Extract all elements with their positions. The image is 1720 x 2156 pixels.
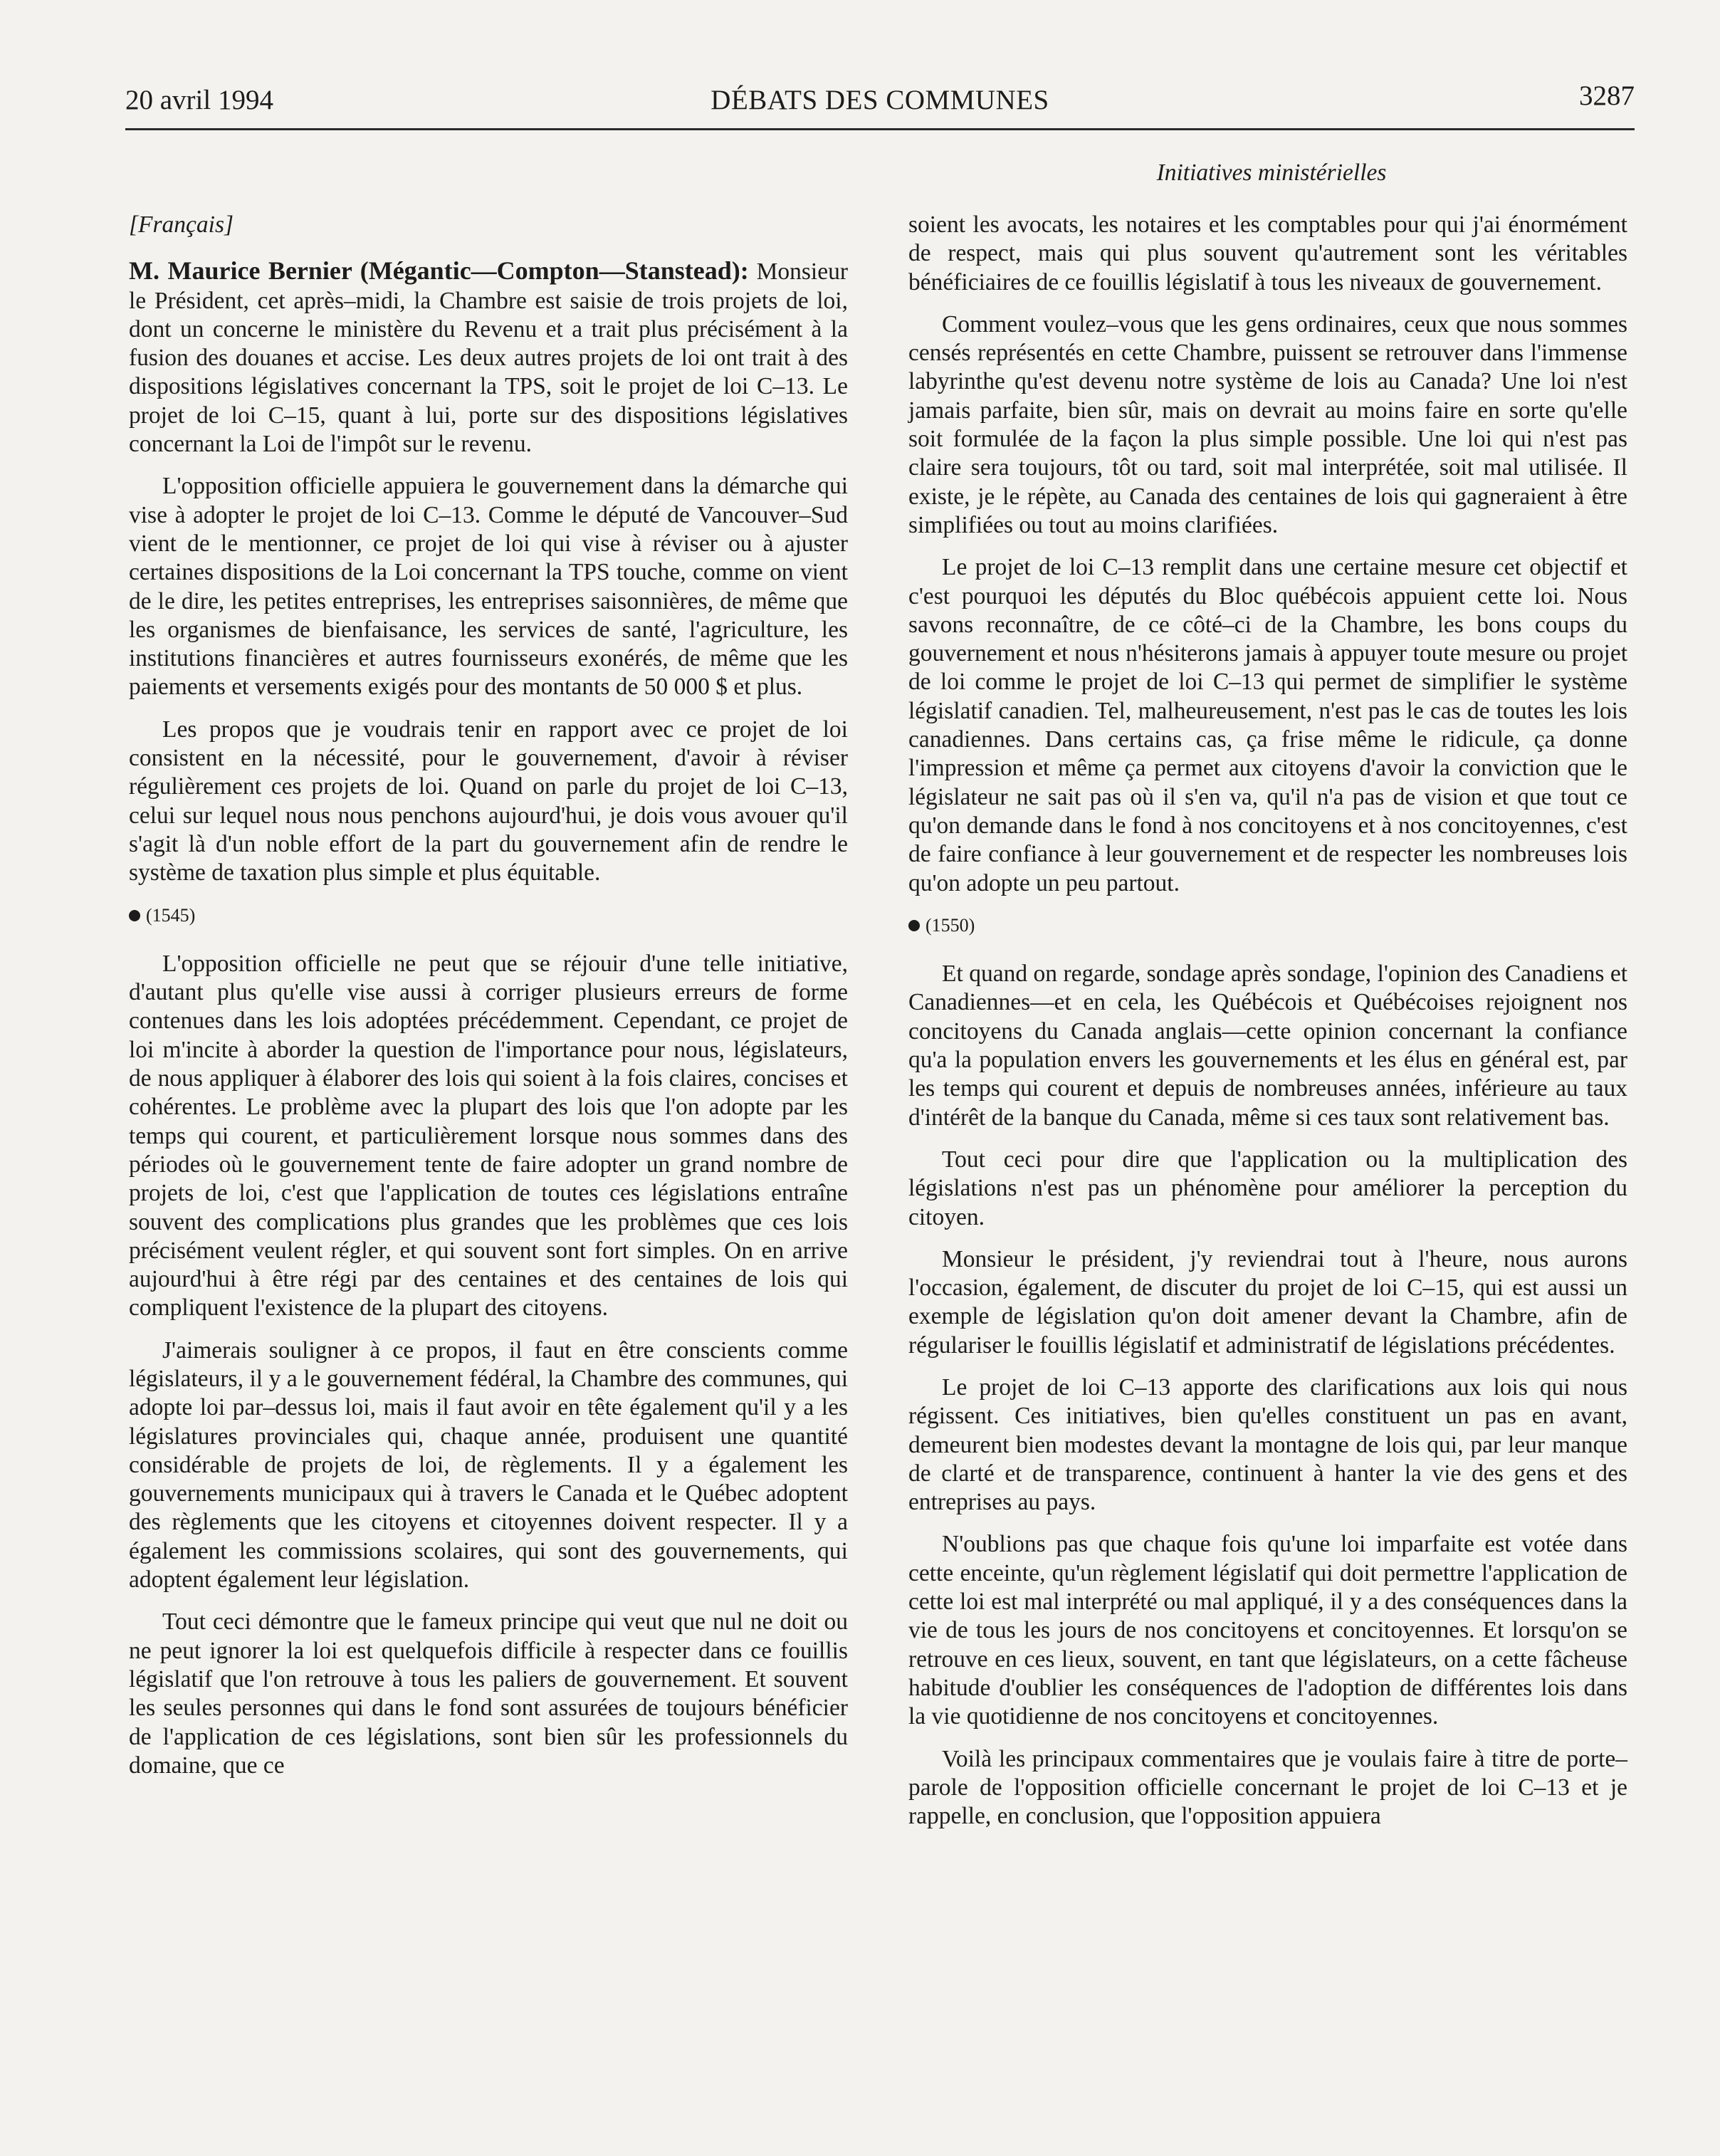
timestamp	[908, 911, 1627, 940]
paragraph: L'opposition officielle ne peut que se réjouir d'une telle initiative, d'autant plus qu'elle vise aussi à corriger plusieurs erreurs de forme contenues dans les lois adoptées précédemment. Cependant, ce projet de loi m'incite à aborder la question de l'importance pour nous, législateurs, de nous appliquer à élaborer des lois qui soient à la fois claires, concises et cohérentes. Le problème avec la plupart des lois que l'on adopte par les temps qui courent, et particulièrement lorsque nous sommes dans des périodes où le gouvernement tente de faire adopter un grand nombre de projets de loi, c'est que l'application de toutes ces législations entraîne souvent des complications plus grandes que les problèmes que ces lois précisément veulent régler, et qui souvent sont fort simples. On en arrive aujourd'hui à être régi par des centaines et des centaines de lois qui compliquent l'existence de la plupart des citoyens.	[129, 950, 848, 1322]
paragraph: Tout ceci démontre que le fameux principe qui veut que nul ne doit ou ne peut ignorer la loi est quelquefois difficile à respecter dans ce fouillis législatif que l'on retrouve à tous les paliers de gouvernement. Et souvent les seules personnes qui dans le fond sont assurées de toujours bénéficier de l'application de ces législations, sont bien sûr les professionnels du domaine, que ce	[129, 1608, 848, 1779]
bullet-icon	[908, 920, 920, 931]
paragraph	[129, 256, 848, 459]
timestamp-text: (1545)	[146, 904, 196, 926]
paragraph: Monsieur le président, j'y reviendrai tout à l'heure, nous aurons l'occasion, également, de discuter du projet de loi C–15, qui est aussi un exemple de législation qu'on doit amener devant la Chambre, afin de régulariser le fouillis législatif et administratif de législations précédentes.	[908, 1245, 1627, 1359]
section-title: Initiatives ministérielles	[1156, 159, 1387, 186]
paragraph: Et quand on regarde, sondage après sondage, l'opinion des Canadiens et Canadiennes—et en cela, les Québécois et Québécoises rejoignent nos concitoyens du Canada anglais—cette opinion concernant la confiance qu'a la population envers les gouvernements et les élus en général est, par les temps qui courent et depuis de nombreuses années, inférieure au taux d'intérêt de la banque du Canada, même si ces taux sont relativement bas.	[908, 961, 1627, 1131]
header-date: 20 avril 1994	[125, 85, 273, 115]
page-header	[125, 80, 1635, 130]
speaker-name: M. Maurice Bernier (Mégantic—Compton—Stanstead):	[129, 256, 749, 286]
header-title: DÉBATS DES COMMUNES	[710, 85, 1049, 115]
paragraph: Tout ceci pour dire que l'application ou la multiplication des législations n'est pas un phénomène pour améliorer la perception du citoyen.	[908, 1146, 1627, 1230]
paragraph-text: Monsieur le Président, cet après–midi, la Chambre est saisie de trois projets de loi, dont un concerne le ministère du Revenu et a trait plus précisément à la fusion des douanes et accise. Les deux autres projets de loi ont trait à des dispositions législatives concernant la TPS, soit le projet de loi C–13. Le projet de loi C–15, quant à lui, porte sur des dispositions législatives concernant la Loi de l'impôt sur le revenu.	[129, 258, 848, 458]
paragraph: Les propos que je voudrais tenir en rapport avec ce projet de loi consistent en la nécessité, pour le gouvernement, d'avoir à réviser régulièrement ces projets de loi. Quand on parle du projet de loi C–13, celui sur lequel nous nous penchons aujourd'hui, je dois vous avouer qu'il s'agit là d'un noble effort de la part du gouvernement afin de rendre le système de taxation plus simple et plus équitable.	[129, 716, 848, 886]
left-column	[129, 211, 848, 1794]
paragraph: Voilà les principaux commentaires que je voulais faire à titre de porte–parole de l'opposition officielle concernant le projet de loi C–13 et je rappelle, en conclusion, que l'opposition appuiera	[908, 1745, 1627, 1830]
page-number: 3287	[1579, 80, 1635, 111]
paragraph: L'opposition officielle appuiera le gouvernement dans la démarche qui vise à adopter le projet de loi C–13. Comme le député de Vancouver–Sud vient de le mentionner, ce projet de loi qui vise à réviser ou à ajuster certaines dispositions de la Loi concernant la TPS touche, comme on vient de le dire, les petites entreprises, les entreprises saisonnières, de même que les organismes de bienfaisance, les services de santé, l'agriculture, les institutions financières et autres fournisseurs exonérés, de même que les paiements et versements exigés pour des montants de 50 000 $ et plus.	[129, 473, 848, 701]
paragraph: J'aimerais souligner à ce propos, il faut en être conscients comme législateurs, il y a le gouvernement fédéral, la Chambre des communes, qui adopte loi par–dessus loi, mais il faut avoir en tête également qu'il y a les législatures provinciales qui, chaque année, produisent une quantité considérable de projets de loi, de règlements. Il y a également les gouvernements municipaux qui à travers le Canada et le Québec adoptent des règlements que les citoyens et citoyennes doivent respecter. Il y a également les commissions scolaires, qui sont des gouvernements, qui adoptent également leur législation.	[129, 1336, 848, 1594]
paragraph: N'oublions pas que chaque fois qu'une loi imparfaite est votée dans cette enceinte, qu'un règlement législatif qui doit permettre l'application de cette loi est mal interprété ou mal appliqué, il y a des conséquences dans la vie de tous les jours de nos concitoyens et concitoyennes. Et lorsqu'on se retrouve en ces lieux, souvent, en tant que législateurs, on a cette fâcheuse habitude d'oublier les conséquences de l'adoption de différentes lois dans la vie quotidienne de nos concitoyens et concitoyennes.	[908, 1531, 1627, 1730]
timestamp-text: (1550)	[925, 914, 975, 936]
paragraph: Comment voulez–vous que les gens ordinaires, ceux que nous sommes censés représentés en cette Chambre, puissent se retrouver dans l'immense labyrinthe qu'est devenu notre système de lois au Canada? Une loi n'est jamais parfaite, bien sûr, mais on devrait au moins faire en sorte qu'elle soit formulée de la façon la plus simple possible. Une loi qui n'est pas claire sera toujours, tôt ou tard, soit mal interprétée, soit mal utilisée. Il existe, je le répète, au Canada des centaines de lois qui gagneraient à être simplifiées ou tout au moins clarifiées.	[908, 310, 1627, 538]
language-note: [Français]	[129, 211, 234, 238]
bullet-icon	[129, 910, 140, 921]
right-column	[908, 211, 1627, 1844]
paragraph: Le projet de loi C–13 remplit dans une certaine mesure cet objectif et c'est pourquoi les députés du Bloc québécois appuient cette loi. Nous savons reconnaître, de ce côté–ci de la Chambre, les bons coups du gouvernement et nous n'hésiterons jamais à appuyer toute mesure ou projet de loi comme le projet de loi C–13 qui permet de simplifier le système législatif canadien. Tel, malheureusement, n'est pas le cas de toutes les lois canadiennes. Dans certains cas, ça frise même le ridicule, ça donne l'impression et même ça permet aux citoyens d'avoir la conviction que le législateur ne sait pas où il s'en va, qu'il n'a pas de vision et que tout ce qu'on demande dans le fond à nos concitoyens et à nos concitoyennes, c'est de faire confiance à leur gouvernement et de respecter les nombreuses lois qu'on adopte un peu partout.	[908, 554, 1627, 896]
paragraph: Le projet de loi C–13 apporte des clarifications aux lois qui nous régissent. Ces initiatives, bien qu'elles constituent un pas en avant, demeurent bien modestes devant la montagne de lois qui, par leur manque de clarté et de transparence, continuent à hanter la vie des gens et des entreprises au pays.	[908, 1373, 1627, 1516]
timestamp	[129, 901, 848, 930]
paragraph: soient les avocats, les notaires et les comptables pour qui j'ai énormément de respect, mais qui plus souvent qu'autrement sont les véritables bénéficiaires de ce fouillis législatif à tous les niveaux de gouvernement.	[908, 211, 1627, 295]
